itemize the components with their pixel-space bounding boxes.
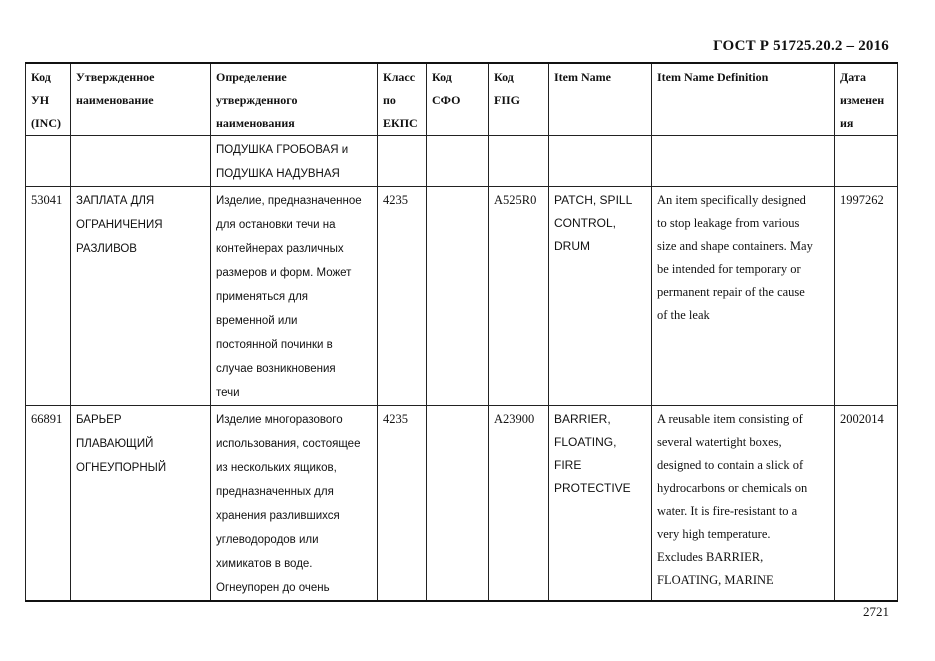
item-catalog-table xyxy=(25,62,898,602)
cell-change-date: 2002014 xyxy=(835,406,898,602)
cell-definition: ПОДУШКА ГРОБОВАЯ и ПОДУШКА НАДУВНАЯ xyxy=(211,136,378,187)
cell-ekps-class: 4235 xyxy=(378,187,427,406)
cell-definition: Изделие многоразового использования, состоящее из нескольких ящиков, предназначенных для хранения разлившихся углеводородов или химикатов в воде. Огнеупорен до очень xyxy=(211,406,378,602)
cell-item-definition xyxy=(652,136,835,187)
header-name-definition: Определение утвержденного наименования xyxy=(211,63,378,136)
cell-sfo xyxy=(427,136,489,187)
table-row xyxy=(26,187,898,406)
cell-inc: 53041 xyxy=(26,187,71,406)
header-item-name: Item Name xyxy=(549,63,652,136)
cell-inc: 66891 xyxy=(26,406,71,602)
header-fiig-code: Код FIIG xyxy=(489,63,549,136)
cell-approved-name: БАРЬЕР ПЛАВАЮЩИЙ ОГНЕУПОРНЫЙ xyxy=(71,406,211,602)
cell-item-name: BARRIER, FLOATING, FIRE PROTECTIVE xyxy=(549,406,652,602)
cell-item-name: PATCH, SPILL CONTROL, DRUM xyxy=(549,187,652,406)
cell-item-name xyxy=(549,136,652,187)
header-inc: Код УН (INC) xyxy=(26,63,71,136)
table-row xyxy=(26,406,898,602)
page-number: 2721 xyxy=(863,604,889,619)
table-header-row xyxy=(26,63,898,136)
cell-sfo xyxy=(427,187,489,406)
cell-approved-name xyxy=(71,136,211,187)
table-row xyxy=(26,136,898,187)
header-sfo-code: Код СФО xyxy=(427,63,489,136)
cell-fiig: A23900 xyxy=(489,406,549,602)
cell-fiig xyxy=(489,136,549,187)
cell-change-date xyxy=(835,136,898,187)
cell-item-definition: A reusable item consisting of several watertight boxes, designed to contain a slick of hydrocarbons or chemicals on water. It is fire-resistant to a very high temperature. Excludes BARRIER, FLOATING, MARINE xyxy=(652,406,835,602)
cell-sfo xyxy=(427,406,489,602)
cell-fiig: A525R0 xyxy=(489,187,549,406)
cell-change-date: 1997262 xyxy=(835,187,898,406)
cell-ekps-class xyxy=(378,136,427,187)
cell-inc xyxy=(26,136,71,187)
header-change-date: Дата изменен ия xyxy=(835,63,898,136)
cell-item-definition: An item specifically designed to stop leakage from various size and shape containers. May be intended for temporary or permanent repair of the cause of the leak xyxy=(652,187,835,406)
cell-ekps-class: 4235 xyxy=(378,406,427,602)
header-approved-name: Утвержденное наименование xyxy=(71,63,211,136)
cell-approved-name: ЗАПЛАТА ДЛЯ ОГРАНИЧЕНИЯ РАЗЛИВОВ xyxy=(71,187,211,406)
header-ekps-class: Класс по ЕКПС xyxy=(378,63,427,136)
header-item-name-definition: Item Name Definition xyxy=(652,63,835,136)
document-title: ГОСТ Р 51725.20.2 – 2016 xyxy=(713,38,889,54)
cell-definition: Изделие, предназначенное для остановки течи на контейнерах различных размеров и форм. Может применяться для временной или постоянной починки в случае возникновения течи xyxy=(211,187,378,406)
